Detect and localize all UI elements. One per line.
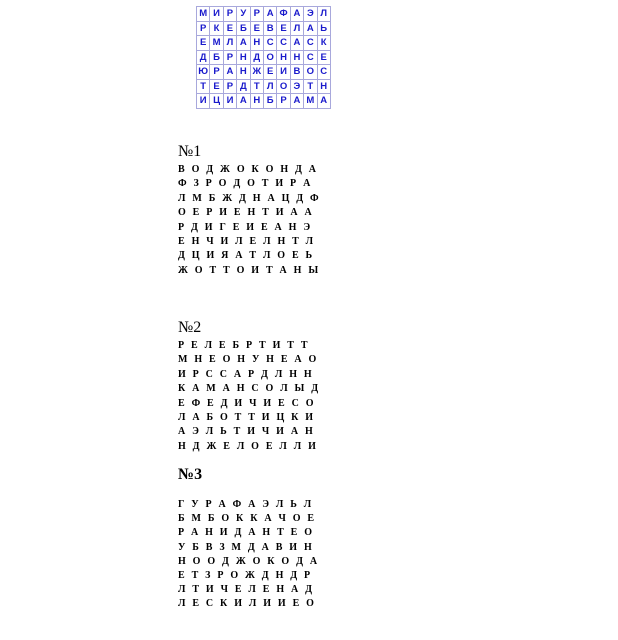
grid-row: [197, 21, 331, 36]
grid-cell: В: [263, 21, 276, 36]
grid-cell: Р: [223, 50, 236, 65]
grid-cell: Е: [223, 21, 236, 36]
grid-cell: Т: [197, 79, 210, 94]
grid-cell: А: [237, 94, 250, 109]
puzzle-row: М Н Е О Н У Н Е А О: [178, 354, 319, 366]
puzzle-row: Л М Б Ж Д Н А Ц Д Ф: [178, 192, 321, 204]
puzzle-title: №1: [178, 143, 202, 160]
puzzle-3: [178, 466, 319, 612]
grid-cell: Б: [237, 21, 250, 36]
puzzle-row: А Э Л Ь Т И Ч И А Н: [178, 426, 315, 438]
grid-cell: У: [237, 7, 250, 22]
grid-cell: Р: [277, 94, 290, 109]
grid-cell: О: [263, 50, 276, 65]
grid-cell: А: [290, 36, 303, 51]
grid-cell: А: [290, 7, 303, 22]
grid-cell: Р: [197, 21, 210, 36]
grid-cell: И: [277, 65, 290, 80]
puzzle-row: Л Е С К И Л И И Е О: [178, 598, 317, 610]
grid-cell: В: [290, 65, 303, 80]
puzzle-row: Б М Б О К К А Ч О Е: [178, 513, 317, 525]
grid-cell: Л: [317, 7, 330, 22]
puzzle-row: Л Т И Ч Е Л Е Н А Д: [178, 584, 315, 596]
puzzle-row: Ж О Т Т О И Т А Н Ы: [178, 264, 321, 276]
grid-cell: А: [237, 36, 250, 51]
grid-cell: К: [317, 36, 330, 51]
grid-cell: А: [223, 65, 236, 80]
grid-cell: Ь: [317, 21, 330, 36]
puzzle-title: №2: [178, 319, 202, 336]
grid-cell: Э: [290, 79, 303, 94]
puzzle-row: К А М А Н С О Л Ы Д: [178, 383, 321, 395]
grid-cell: Е: [317, 50, 330, 65]
grid-cell: Ф: [277, 7, 290, 22]
puzzle-row: Р Е Л Е Б Р Т И Т Т: [178, 340, 310, 351]
grid-cell: Е: [277, 21, 290, 36]
grid-cell: С: [317, 65, 330, 80]
grid-row: [197, 36, 331, 51]
puzzle-row: Д Ц И Я А Т Л О Е Ь: [178, 250, 315, 262]
puzzle-1: [178, 143, 321, 278]
puzzle-row: Н Д Ж Е Л О Е Л Л И: [178, 440, 319, 452]
grid-cell: Е: [263, 65, 276, 80]
grid-cell: Ц: [210, 94, 223, 109]
grid-cell: Р: [250, 7, 263, 22]
grid-cell: Л: [290, 21, 303, 36]
grid-cell: С: [304, 36, 317, 51]
grid-cell: А: [317, 94, 330, 109]
grid-cell: С: [277, 36, 290, 51]
puzzle-row: Е Н Ч И Л Е Л Н Т Л: [178, 236, 316, 248]
grid-row: [197, 94, 331, 109]
grid-cell: Л: [223, 36, 236, 51]
grid-cell: Д: [197, 50, 210, 65]
word-search-grid: [196, 6, 331, 109]
grid-cell: Ж: [250, 65, 263, 80]
grid-cell: Т: [250, 79, 263, 94]
grid-cell: Р: [210, 65, 223, 80]
grid-cell: Е: [197, 36, 210, 51]
grid-cell: Д: [237, 79, 250, 94]
grid-cell: Ю: [198, 66, 209, 78]
puzzle-row: Р Д И Г Е И Е А Н Э: [178, 221, 313, 233]
grid-cell: Р: [223, 7, 236, 22]
grid-cell: Н: [237, 50, 250, 65]
puzzle-row: Л А Б О Т Т И Ц К И: [178, 412, 316, 424]
grid-cell: К: [210, 21, 223, 36]
grid-cell: Р: [223, 79, 236, 94]
grid-cell: О: [304, 65, 317, 80]
grid-cell: С: [263, 36, 276, 51]
grid-row: [197, 50, 331, 65]
puzzle-row: У Б В З М Д А В И Н: [178, 541, 314, 553]
grid-cell: И: [197, 94, 210, 109]
grid-cell: Д: [250, 50, 263, 65]
grid-row: [197, 7, 331, 22]
puzzle-row: Ф З Р О Д О Т И Р А: [178, 178, 313, 190]
puzzle-row: Е Т З Р О Ж Д Н Д Р: [178, 570, 313, 582]
puzzle-row: Г У Р А Ф А Э Л Ь Л: [178, 499, 314, 510]
grid-cell: Н: [237, 65, 250, 80]
grid-cell: Е: [210, 79, 223, 94]
grid-cell: Н: [317, 79, 330, 94]
grid-cell: С: [304, 50, 317, 65]
grid-cell: И: [210, 7, 223, 22]
puzzle-2: [178, 319, 320, 454]
grid-cell: Л: [263, 79, 276, 94]
puzzle-row: И Р С С А Р Д Л Н Н: [178, 368, 314, 380]
grid-cell: Э: [304, 7, 317, 22]
puzzle-row: Н О О Д Ж О К О Д А: [178, 555, 320, 567]
puzzle-row: О Е Р И Е Н Т И А А: [178, 207, 314, 219]
grid-cell: Н: [290, 50, 303, 65]
grid-cell: Б: [263, 94, 276, 109]
puzzle-row: Р А Н И Д А Н Т Е О: [178, 527, 315, 539]
grid-cell: А: [290, 94, 303, 109]
grid-cell: Н: [250, 36, 263, 51]
grid-cell: Е: [250, 21, 263, 36]
grid-cell: М: [197, 7, 210, 22]
grid-cell: Б: [210, 50, 223, 65]
puzzle-row: Е Ф Е Д И Ч И Е С О: [178, 397, 316, 409]
puzzle-row: В О Д Ж О К О Н Д А: [178, 164, 319, 175]
grid-cell: И: [223, 94, 236, 109]
grid-row: [197, 79, 331, 94]
grid-cell: Н: [250, 94, 263, 109]
grid-cell: А: [304, 21, 317, 36]
grid-cell: М: [304, 94, 317, 109]
puzzle-title: №3: [178, 466, 203, 483]
grid-row: [197, 65, 331, 80]
grid-cell: Н: [277, 50, 290, 65]
grid-cell: А: [263, 7, 276, 22]
grid-cell: М: [210, 36, 223, 51]
grid-cell: О: [277, 79, 290, 94]
grid-cell: Т: [304, 79, 317, 94]
